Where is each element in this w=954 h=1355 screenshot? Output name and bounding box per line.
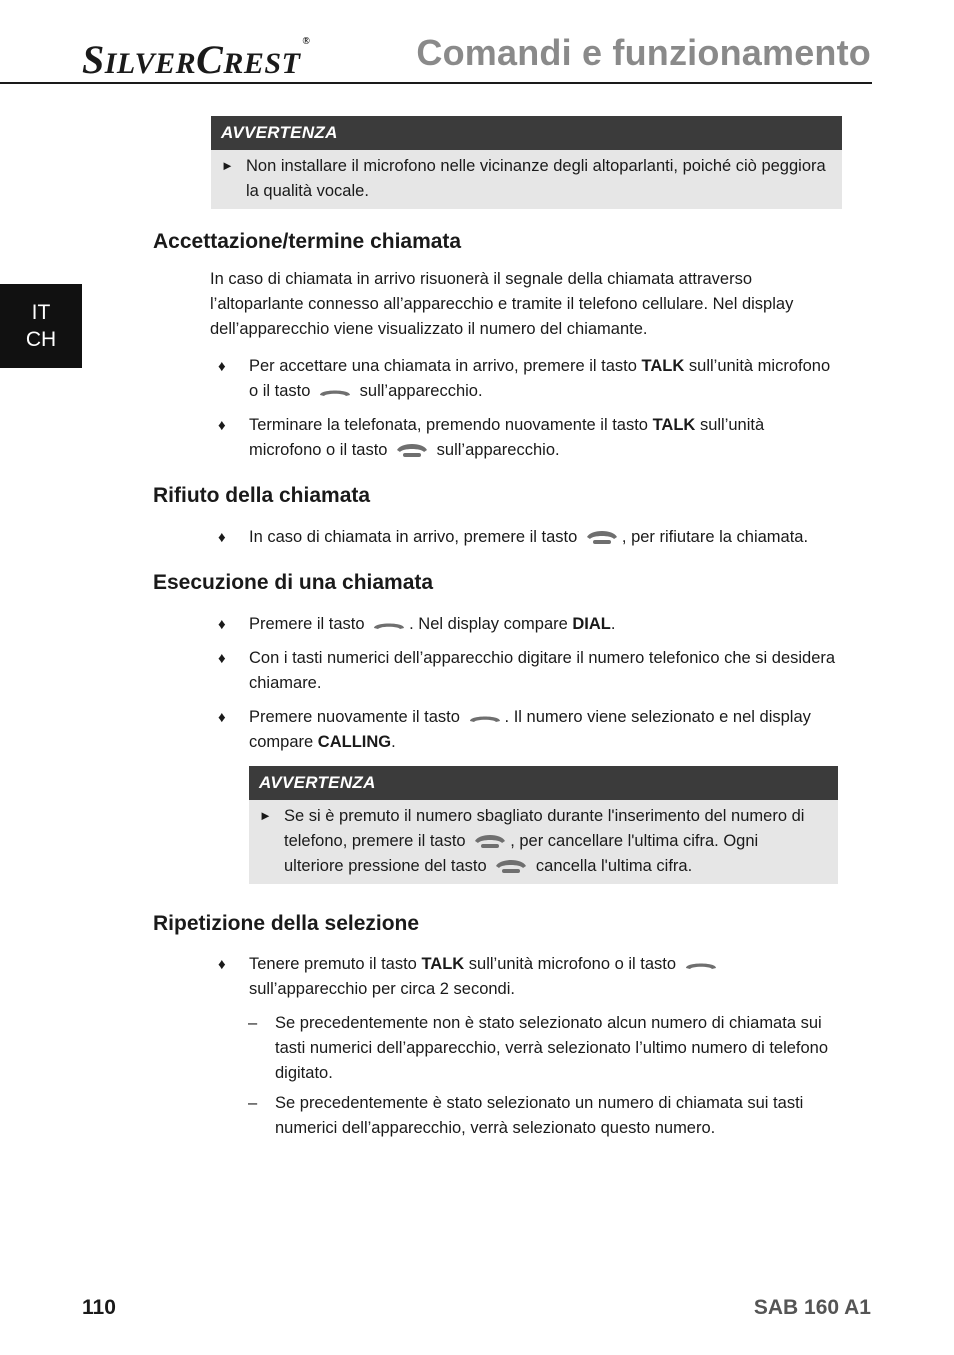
list-item: ♦ Per accettare una chiamata in arrivo, premere il tasto TALK sull’unità microfono o il tasto sull’apparecchio.	[218, 354, 838, 404]
key-label: TALK	[641, 357, 685, 375]
section-heading-call: Esecuzione di una chiamata	[153, 571, 434, 594]
warning-text: ► Se si è premuto il numero sbagliato durante l'inserimento del numero di telefono, premere il tasto , per cancellare l'ultima cifra. Ogni ulteriore pressione del tasto cancella l'ultima cifra.	[249, 800, 838, 883]
warning-box	[211, 116, 842, 209]
phone-end-icon	[395, 443, 429, 459]
phone-accept-icon	[684, 959, 718, 971]
warning-text: ► Non installare il microfono nelle vicinanze degli altoparlanti, poiché ciò peggiora la qualità vocale.	[211, 150, 842, 208]
list-item: ♦ In caso di chiamata in arrivo, premere il tasto , per rifiutare la chiamata.	[218, 525, 858, 550]
phone-accept-icon	[318, 386, 352, 398]
phone-accept-icon	[468, 712, 502, 724]
arrow-icon: ►	[259, 808, 272, 823]
key-label: TALK	[421, 955, 465, 973]
dash-bullet-icon: –	[248, 1014, 258, 1032]
diamond-bullet-icon: ♦	[218, 616, 226, 633]
diamond-bullet-icon: ♦	[218, 417, 226, 434]
phone-accept-icon	[372, 619, 406, 631]
intro-paragraph: In caso di chiamata in arrivo risuonerà il segnale della chiamata attraverso l’altoparlante connesso all’apparecchio e tramite il telefono cellulare. Nel display dell’apparecchio viene visualizzato il numero del chiamante.	[210, 270, 794, 338]
section-heading-reject: Rifiuto della chiamata	[153, 484, 371, 507]
header-divider	[0, 82, 872, 84]
section-heading-accept: Accettazione/termine chiamata	[153, 230, 462, 253]
diamond-bullet-icon: ♦	[218, 358, 226, 375]
warning-heading: AVVERTENZA	[249, 766, 838, 800]
warning-heading: AVVERTENZA	[211, 116, 842, 150]
arrow-icon: ►	[221, 158, 234, 173]
key-label: TALK	[652, 416, 696, 434]
model-number: SAB 160 A1	[753, 1296, 871, 1319]
list-item: – Se precedentemente è stato selezionato un numero di chiamata sui tasti numerici dell’apparecchio, verrà selezionato questo numero.	[248, 1091, 838, 1141]
list-item: ♦ Terminare la telefonata, premendo nuovamente il tasto TALK sull’unità microfono o il tasto sull’apparecchio.	[218, 413, 838, 463]
warning-box	[249, 766, 838, 884]
phone-end-icon	[585, 530, 619, 546]
display-text: DIAL	[572, 615, 611, 633]
language-code-ch: CH	[25, 328, 57, 351]
brand-logo: SILVERCREST®	[82, 36, 311, 82]
language-tab	[0, 284, 82, 368]
list-item: ♦ Premere nuovamente il tasto . Il numero viene selezionato e nel display compare CALLING.	[218, 705, 838, 755]
diamond-bullet-icon: ♦	[218, 529, 226, 546]
list-item: – Se precedentemente non è stato selezionato alcun numero di chiamata sui tasti numerici dell’apparecchio, verrà selezionato l’ultimo numero di telefono digitato.	[248, 1011, 838, 1086]
list-item: ♦ Con i tasti numerici dell’apparecchio digitare il numero telefonico che si desidera chiamare.	[218, 646, 838, 696]
list-item: ♦ Premere il tasto . Nel display compare DIAL.	[218, 612, 838, 637]
list-item: ♦ Tenere premuto il tasto TALK sull’unità microfono o il tasto sull’apparecchio per circa 2 secondi.	[218, 952, 838, 1002]
page-title: Comandi e funzionamento	[416, 32, 871, 73]
page-number: 110	[82, 1296, 116, 1319]
language-code-it: IT	[31, 301, 51, 324]
dash-bullet-icon: –	[248, 1094, 258, 1112]
diamond-bullet-icon: ♦	[218, 956, 226, 973]
section-heading-redial: Ripetizione della selezione	[153, 912, 420, 935]
diamond-bullet-icon: ♦	[218, 709, 226, 726]
display-text: CALLING	[317, 733, 392, 751]
phone-end-icon	[473, 834, 507, 850]
phone-end-icon	[494, 859, 528, 875]
diamond-bullet-icon: ♦	[218, 650, 226, 667]
